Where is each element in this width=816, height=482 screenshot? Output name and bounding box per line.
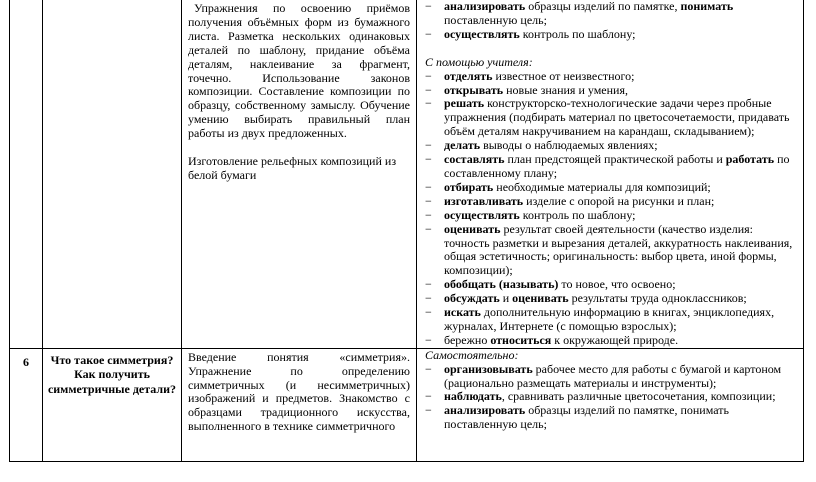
list-item: − составлять план предстоящей практической работы и работать по составленному плану; [425,153,799,181]
row-number [10,0,43,348]
activities-heading: С помощью учителя: [425,54,533,69]
content-paragraph: Упражнения по освоению приёмов получения объёмных форм из бумажного листа. Разметка нескольких одинаковых деталей по шаблону, придание объёма деталям, наклеивание за фрагмент, точечно. Использование законов композиции. Составление композиции по образцу, собственному замыслу. Обучение умению выбирать правильный план работы из двух предложенных. [188,1,410,141]
list-item: − открывать новые знания и умения, [425,84,799,98]
lesson-topic [43,0,182,348]
list-item: − решать конструкторско-технологические задачи через пробные упражнения (подбирать материал по цветосочетаемости, придавать объём деталям накручиванием на карандаш, складыванием); [425,97,799,139]
activity-list [425,70,799,348]
list-item: − осуществлять контроль по шаблону; [425,28,799,42]
list-item: − организовывать рабочее место для работы с бумагой и картоном (рационально размещать материалы и инструменты); [425,363,799,391]
list-item: − искать дополнительную информацию в книгах, энциклопедиях, журналах, Интернете (с помощью взрослых); [425,306,799,334]
list-item: − оценивать результат своей деятельности (качество изделия: точность разметки и вырезания деталей, аккуратность наклеивания, общая эстетичность; оригинальность: выбор цвета, иной формы, композиции); [425,223,799,279]
lesson-content [182,0,417,348]
student-activities [417,348,804,461]
list-item: − бережно относиться к окружающей природе. [425,334,799,348]
list-item: − анализировать образцы изделий по памятке, понимать поставленную цель; [425,0,799,28]
lesson-topic: Что такое симметрия? Как получить симметричные детали? [43,348,182,461]
list-item: − отбирать необходимые материалы для композиций; [425,181,799,195]
content-paragraph: Изготовление рельефных композиций из белой бумаги [188,153,397,182]
list-item: − наблюдать, сравнивать различные цветосочетания, композиции; [425,390,799,404]
list-item: − обсуждать и оценивать результаты труда одноклассников; [425,292,799,306]
activities-heading: Самостоятельно: [425,347,519,362]
student-activities [417,0,804,348]
list-item: − изготавливать изделие с опорой на рисунки и план; [425,195,799,209]
lesson-plan-table [9,0,804,462]
table-row [10,0,804,348]
lesson-content [182,348,417,461]
list-item: − анализировать образцы изделий по памятке, понимать поставленную цель; [425,404,799,432]
content-paragraph: Введение понятия «симметрия». Упражнение по определению симметричных (и несимметричных) изображений и предметов. Знакомство с образцами традиционного искусства, выполненного в технике симметричного [188,349,410,434]
row-number: 6 [10,348,43,461]
list-item: − осуществлять контроль по шаблону; [425,209,799,223]
list-item: − отделять известное от неизвестного; [425,70,799,84]
table-row [10,348,804,461]
activity-list [425,0,799,42]
list-item: − делать выводы о наблюдаемых явлениях; [425,139,799,153]
activity-list [425,363,799,433]
list-item: − обобщать (называть) то новое, что освоено; [425,278,799,292]
